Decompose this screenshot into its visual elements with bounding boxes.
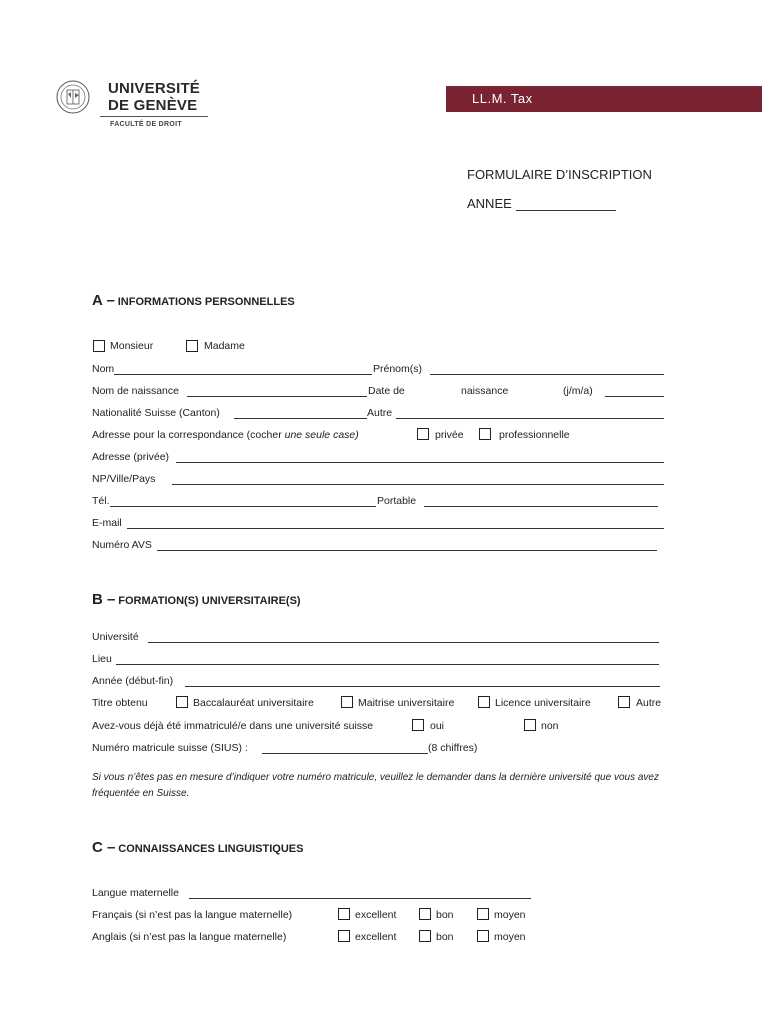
francais-excellent-label: excellent [355, 909, 397, 921]
email-field[interactable] [127, 528, 664, 529]
portable-field[interactable] [424, 506, 658, 507]
section-b-heading [92, 591, 301, 608]
licence-checkbox[interactable] [478, 696, 490, 708]
francais-label: Français (si n’est pas la langue maternelle) [92, 909, 293, 921]
numero-avs-label: Numéro AVS [92, 539, 152, 551]
logo-divider [100, 116, 208, 117]
francais-moyen-checkbox[interactable] [477, 908, 489, 920]
section-a-heading [92, 292, 295, 309]
non-checkbox[interactable] [524, 719, 536, 731]
anglais-moyen-checkbox[interactable] [477, 930, 489, 942]
program-banner-text: LL.M. Tax [472, 91, 533, 106]
prenom-field[interactable] [430, 374, 664, 375]
year-label: ANNEE [467, 196, 512, 211]
langue-maternelle-field[interactable] [189, 898, 531, 899]
autre-nationalite-label: Autre [367, 407, 393, 419]
anglais-excellent-checkbox[interactable] [338, 930, 350, 942]
section-c-letter: C – [92, 839, 116, 856]
university-seal-logo [56, 80, 90, 114]
section-c-title: CONNAISSANCES LINGUISTIQUES [118, 843, 304, 855]
titre-obtenu-label: Titre obtenu [92, 697, 148, 709]
tel-field[interactable] [110, 506, 376, 507]
section-b-letter: B – [92, 591, 116, 608]
naissance-label: naissance [461, 385, 509, 397]
year-field[interactable] [516, 198, 616, 211]
immatricule-label: Avez-vous déjà été immatriculé/e dans une université suisse [92, 720, 374, 732]
universite-field[interactable] [148, 642, 659, 643]
date-de-label: Date de [368, 385, 405, 397]
francais-moyen-label: moyen [494, 909, 526, 921]
bac-checkbox[interactable] [176, 696, 188, 708]
portable-label: Portable [377, 495, 417, 507]
sius-label: Numéro matricule suisse (SIUS) : [92, 742, 248, 754]
francais-bon-label: bon [436, 909, 454, 921]
annee-label: Année (début-fin) [92, 675, 174, 687]
langue-maternelle-label: Langue maternelle [92, 887, 179, 899]
licence-label: Licence universitaire [495, 697, 591, 709]
anglais-excellent-label: excellent [355, 931, 397, 943]
anglais-bon-label: bon [436, 931, 454, 943]
lieu-label: Lieu [92, 653, 112, 665]
professionnelle-label: professionnelle [499, 429, 570, 441]
adresse-correspondance-label: Adresse pour la correspondance (cocher une seule case) [92, 429, 359, 441]
autre-nationalite-field[interactable] [396, 418, 664, 419]
autre-titre-label: Autre [636, 697, 662, 709]
professionnelle-checkbox[interactable] [479, 428, 491, 440]
nationalite-field[interactable] [234, 418, 367, 419]
adresse-privee-field[interactable] [176, 462, 664, 463]
maitrise-checkbox[interactable] [341, 696, 353, 708]
universite-label: Université [92, 631, 139, 643]
francais-excellent-checkbox[interactable] [338, 908, 350, 920]
tel-label: Tél. [92, 495, 110, 507]
nom-naissance-field[interactable] [187, 396, 367, 397]
date-format-label: (j/m/a) [563, 385, 593, 397]
anglais-moyen-label: moyen [494, 931, 526, 943]
annee-field[interactable] [185, 686, 660, 687]
nom-field[interactable] [114, 374, 372, 375]
sius-field[interactable] [262, 753, 428, 754]
bac-label: Baccalauréat universitaire [193, 697, 314, 709]
date-naissance-field[interactable] [605, 396, 664, 397]
privee-label: privée [435, 429, 464, 441]
autre-titre-checkbox[interactable] [618, 696, 630, 708]
nom-label: Nom [92, 363, 115, 375]
oui-label: oui [430, 720, 445, 732]
form-title: FORMULAIRE D’INSCRIPTION [467, 167, 652, 182]
privee-checkbox[interactable] [417, 428, 429, 440]
section-b-title: FORMATION(S) UNIVERSITAIRE(S) [118, 595, 301, 607]
np-ville-pays-field[interactable] [172, 484, 664, 485]
prenom-label: Prénom(s) [373, 363, 423, 375]
np-ville-pays-label: NP/Ville/Pays [92, 473, 156, 485]
section-a-letter: A – [92, 292, 115, 309]
email-label: E-mail [92, 517, 122, 529]
monsieur-label: Monsieur [110, 340, 154, 352]
numero-avs-field[interactable] [157, 550, 657, 551]
section-a-title: INFORMATIONS PERSONNELLES [117, 296, 295, 308]
madame-checkbox[interactable] [186, 340, 198, 352]
madame-label: Madame [204, 340, 245, 352]
nom-naissance-label: Nom de naissance [92, 385, 179, 397]
faculty-name: FACULTÉ DE DROIT [110, 121, 182, 128]
maitrise-label: Maitrise universitaire [358, 697, 455, 709]
oui-checkbox[interactable] [412, 719, 424, 731]
monsieur-checkbox[interactable] [93, 340, 105, 352]
anglais-bon-checkbox[interactable] [419, 930, 431, 942]
section-c-heading [92, 839, 303, 856]
non-label: non [541, 720, 559, 732]
francais-bon-checkbox[interactable] [419, 908, 431, 920]
program-banner [446, 86, 762, 112]
university-name: UNIVERSITÉ DE GENÈVE [108, 80, 201, 114]
chiffres-label: (8 chiffres) [428, 742, 478, 754]
nationalite-label: Nationalité Suisse (Canton) [92, 407, 220, 419]
anglais-label: Anglais (si n’est pas la langue maternelle) [92, 931, 287, 943]
adresse-privee-label: Adresse (privée) [92, 451, 170, 463]
matricule-note: Si vous n’êtes pas en mesure d’indiquer votre numéro matricule, veuillez le demander dans la dernière université que vous avez fréquentée en Suisse. [92, 772, 659, 799]
year-row [467, 196, 616, 211]
lieu-field[interactable] [116, 664, 659, 665]
